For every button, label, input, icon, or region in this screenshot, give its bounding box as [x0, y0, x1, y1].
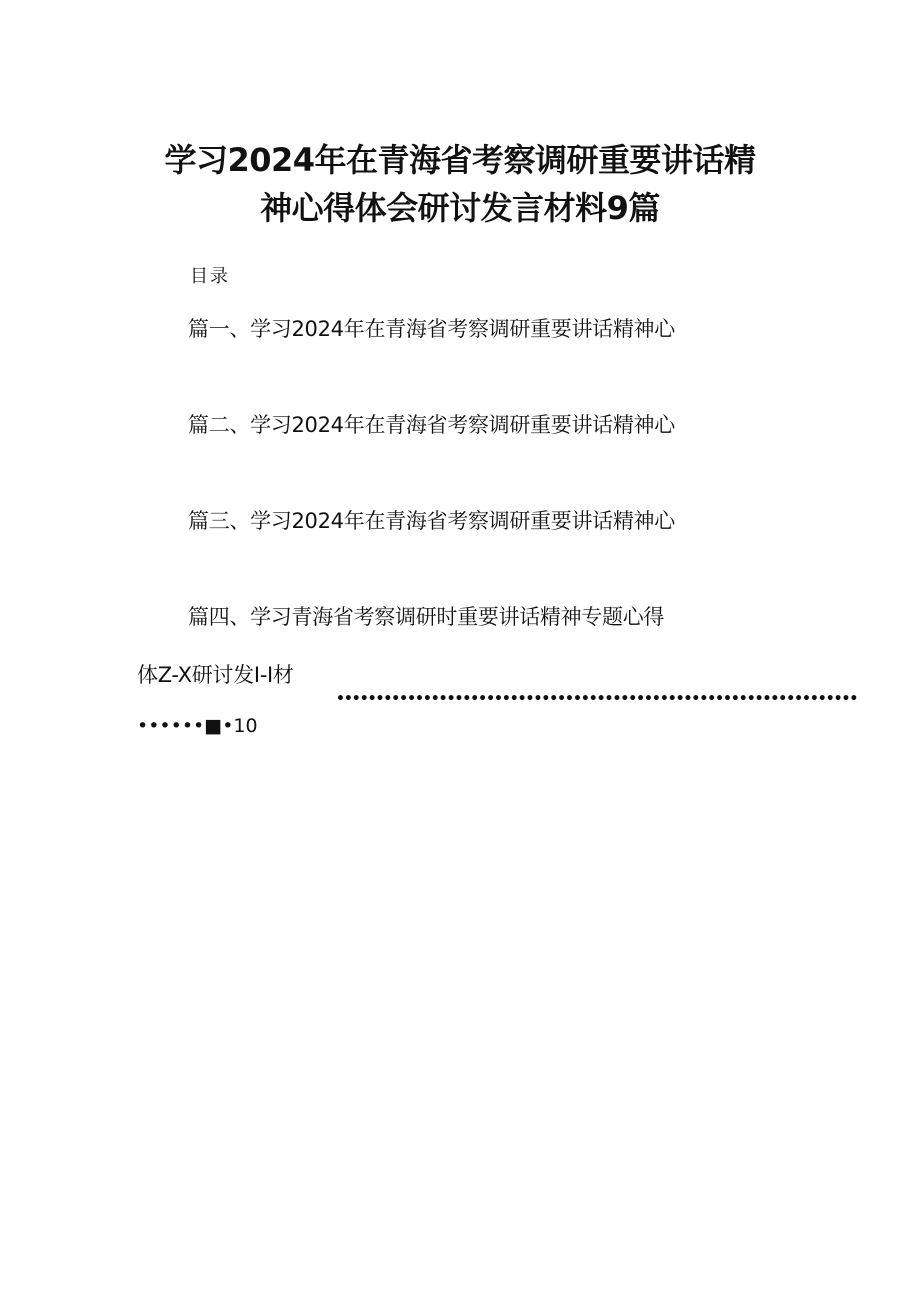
- toc-heading: 目录: [190, 266, 230, 287]
- toc-page-number: ••••••■•10: [137, 715, 258, 737]
- toc-item-1[interactable]: 篇一、学习2024年在青海省考察调研重要讲话精神心: [188, 317, 675, 341]
- toc-leader-dots: ••••••••••••••••••••••••••••••••••••••••••••••••••••••••••••••••••: [336, 691, 858, 707]
- document-title: [0, 136, 920, 232]
- toc-item-2[interactable]: 篇二、学习2024年在青海省考察调研重要讲话精神心: [188, 413, 675, 437]
- toc-item-4[interactable]: 篇四、学习青海省考察调研时重要讲话精神专题心得: [188, 605, 665, 629]
- document-title-line-2: 神心得体会研讨发言材料9篇: [260, 189, 660, 227]
- toc-item-3[interactable]: 篇三、学习2024年在青海省考察调研重要讲话精神心: [188, 509, 675, 533]
- toc-item-4-continuation[interactable]: 体Z-X研讨发I-I材: [137, 663, 294, 687]
- document-title-line-1: 学习2024年在青海省考察调研重要讲话精: [164, 141, 756, 179]
